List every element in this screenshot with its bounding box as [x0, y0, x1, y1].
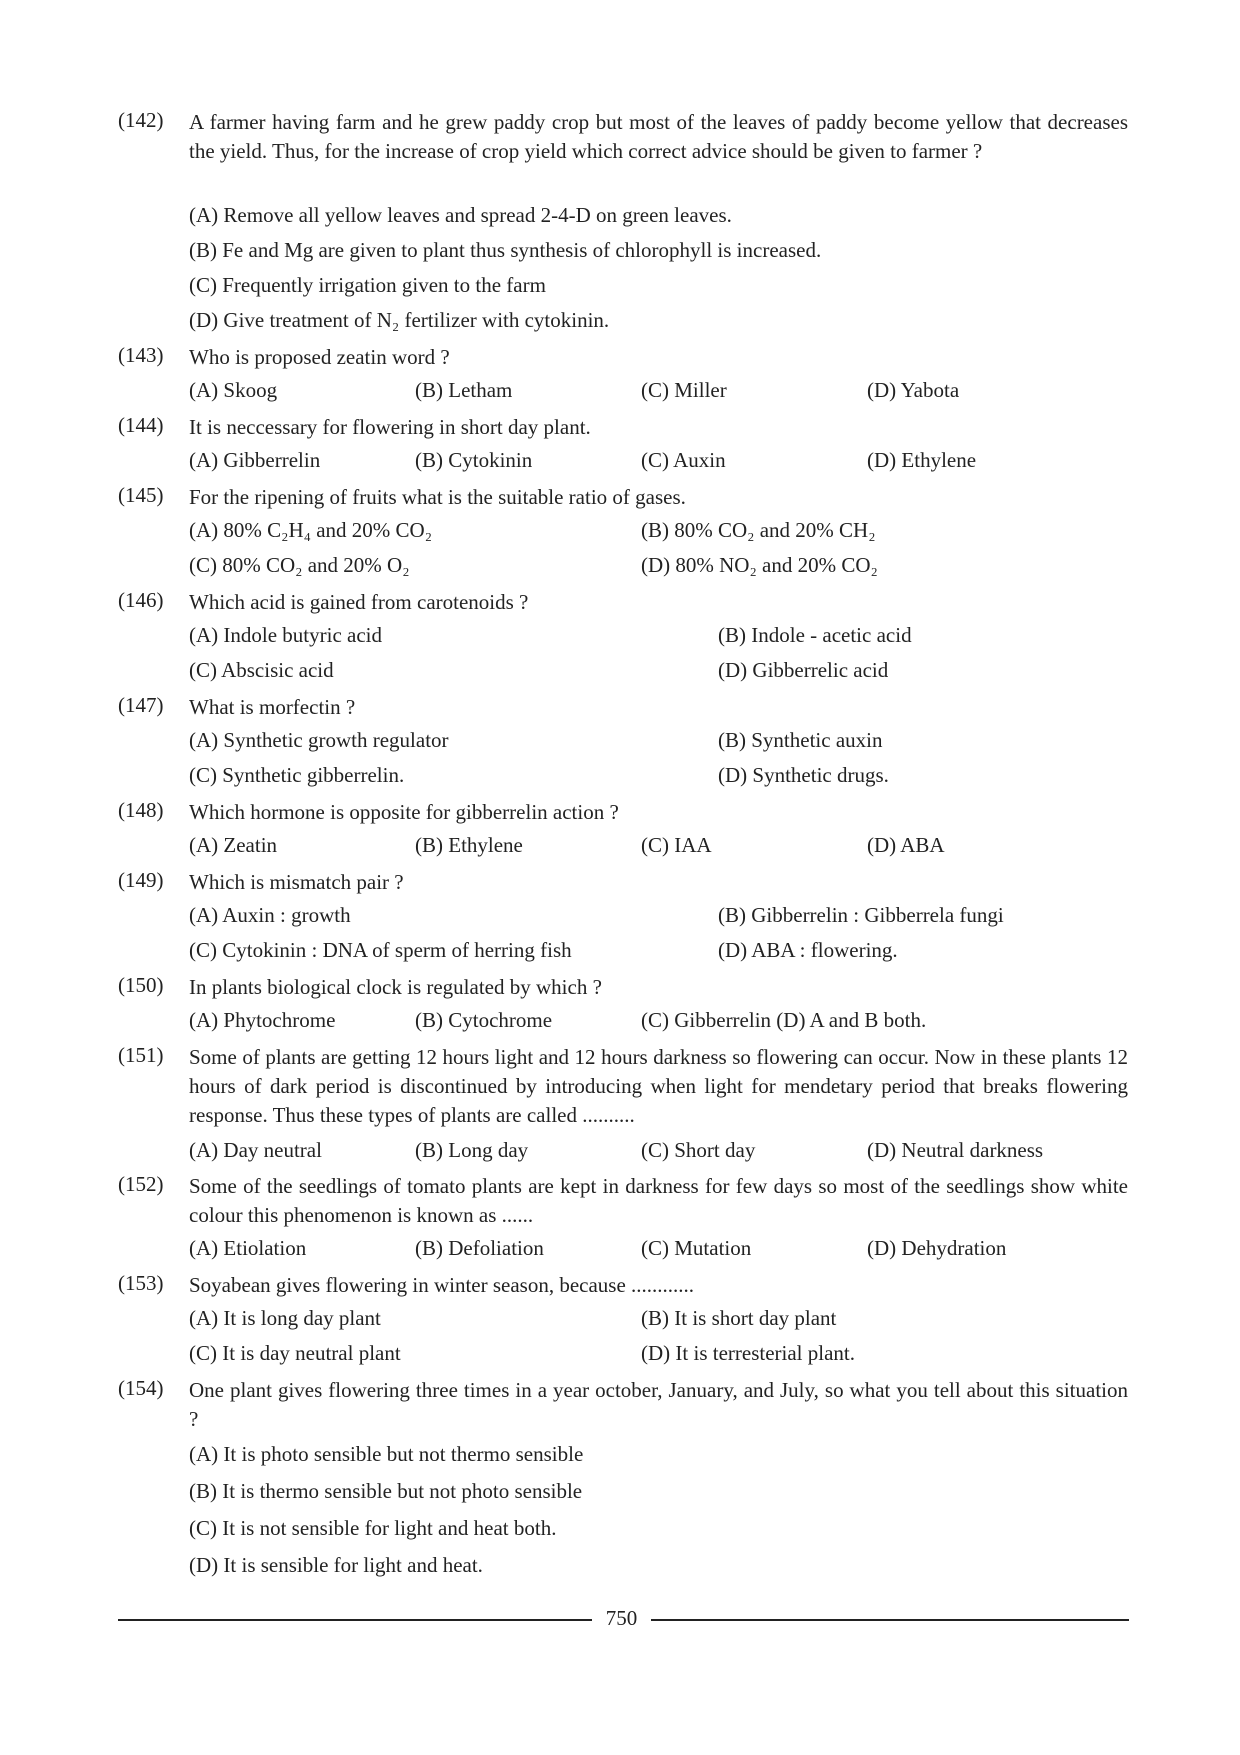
option-c: (C) IAA	[641, 833, 712, 857]
option-a: (A) Zeatin	[189, 833, 278, 857]
option-c: (C) It is day neutral plant	[189, 1341, 401, 1365]
option-d: (D) Gibberrelic acid	[718, 658, 889, 682]
option-d: (D) Yabota	[867, 378, 960, 402]
option-b: (B) Cytokinin	[415, 448, 533, 472]
footer-rule-right	[651, 1619, 1129, 1621]
option-d: (D) Neutral darkness	[867, 1138, 1044, 1162]
option-d: (D) Give treatment of N₂ fertilizer with cytokinin.	[189, 308, 610, 332]
option-b: (B) Indole - acetic acid	[718, 623, 912, 647]
question-number: (152)	[118, 1172, 164, 1196]
option-a: (A) Auxin : growth	[189, 903, 351, 927]
option-b: (B) Letham	[415, 378, 513, 402]
question-number: (148)	[118, 798, 164, 822]
option-a: (A) It is long day plant	[189, 1306, 381, 1330]
option-a: (A) Indole butyric acid	[189, 623, 383, 647]
option-c: (C) Mutation	[641, 1236, 752, 1260]
question-stem: A farmer having farm and he grew paddy crop but most of the leaves of paddy become yellow that decreases the yield. Thus, for the increase of crop yield which correct advice should be given to farmer ?	[189, 110, 1128, 163]
option-c: (C) It is not sensible for light and heat both.	[189, 1516, 557, 1540]
option-b: (B) Defoliation	[415, 1236, 544, 1260]
option-c: (C) Cytokinin : DNA of sperm of herring fish	[189, 938, 572, 962]
option-c: (C) Abscisic acid	[189, 658, 334, 682]
option-a: (A) Etiolation	[189, 1236, 307, 1260]
question-stem: Who is proposed zeatin word ?	[189, 345, 450, 369]
page-number: 750	[605, 1606, 638, 1630]
option-c: (C) Short day	[641, 1138, 756, 1162]
option-d: (D) It is sensible for light and heat.	[189, 1553, 483, 1577]
question-number: (153)	[118, 1271, 164, 1295]
question-number: (145)	[118, 483, 164, 507]
question-number: (147)	[118, 693, 164, 717]
question-stem: Which is mismatch pair ?	[189, 870, 404, 894]
question-stem: Which acid is gained from carotenoids ?	[189, 590, 529, 614]
option-a: (A) Skoog	[189, 378, 278, 402]
option-c: (C) Auxin	[641, 448, 726, 472]
question-number: (150)	[118, 973, 164, 997]
option-a: (A) It is photo sensible but not thermo sensible	[189, 1442, 584, 1466]
question-number: (149)	[118, 868, 164, 892]
question-stem: Soyabean gives flowering in winter season, because ............	[189, 1273, 695, 1297]
option-d: (D) 80% NO₂ and 20% CO₂	[641, 553, 878, 577]
option-b: (B) Gibberrelin : Gibberrela fungi	[718, 903, 1004, 927]
footer-rule-left	[118, 1619, 592, 1621]
question-stem: Some of plants are getting 12 hours light and 12 hours darkness so flowering can occur. Now in these plants 12 hours of dark period is discontinued by introducing when light for mendetary period that breaks flowering response. Thus these types of plants are called ..........	[189, 1045, 1128, 1127]
option-d: (D) ABA : flowering.	[718, 938, 898, 962]
option-b: (B) Fe and Mg are given to plant thus synthesis of chlorophyll is increased.	[189, 238, 822, 262]
option-b: (B) Ethylene	[415, 833, 523, 857]
option-a: (A) Remove all yellow leaves and spread 2-4-D on green leaves.	[189, 203, 732, 227]
option-d: (D) Synthetic drugs.	[718, 763, 889, 787]
option-d: (D) It is terresterial plant.	[641, 1341, 855, 1365]
question-number: (144)	[118, 413, 164, 437]
question-stem: Which hormone is opposite for gibberrelin action ?	[189, 800, 619, 824]
option-c: (C) Miller	[641, 378, 727, 402]
option-a: (A) Phytochrome	[189, 1008, 336, 1032]
option-b: (B) 80% CO₂ and 20% CH₂	[641, 518, 876, 542]
option-b: (B) It is short day plant	[641, 1306, 837, 1330]
option-b: (B) Synthetic auxin	[718, 728, 883, 752]
option-d: (D) ABA	[867, 833, 945, 857]
question-stem: One plant gives flowering three times in a year october, January, and July, so what you tell about this situation ?	[189, 1378, 1128, 1431]
option-d: (D) Dehydration	[867, 1236, 1007, 1260]
option-b: (B) Cytochrome	[415, 1008, 553, 1032]
option-a: (A) Synthetic growth regulator	[189, 728, 449, 752]
question-stem: For the ripening of fruits what is the suitable ratio of gases.	[189, 485, 686, 509]
question-number: (151)	[118, 1043, 164, 1067]
question-stem: Some of the seedlings of tomato plants are kept in darkness for few days so most of the seedlings show white colour this phenomenon is known as ......	[189, 1174, 1128, 1227]
option-a: (A) 80% C₂H₄ and 20% CO₂	[189, 518, 433, 542]
question-number: (142)	[118, 108, 164, 132]
option-b: (B) Long day	[415, 1138, 529, 1162]
question-stem: What is morfectin ?	[189, 695, 356, 719]
option-c: (C) Synthetic gibberrelin.	[189, 763, 405, 787]
question-number: (154)	[118, 1376, 164, 1400]
option-d: (D) Ethylene	[867, 448, 977, 472]
question-number: (146)	[118, 588, 164, 612]
question-stem: In plants biological clock is regulated by which ?	[189, 975, 602, 999]
option-c-d: (C) Gibberrelin (D) A and B both.	[641, 1008, 927, 1032]
option-a: (A) Day neutral	[189, 1138, 322, 1162]
option-c: (C) Frequently irrigation given to the farm	[189, 273, 546, 297]
question-number: (143)	[118, 343, 164, 367]
option-c: (C) 80% CO₂ and 20% O₂	[189, 553, 410, 577]
question-stem: It is neccessary for flowering in short day plant.	[189, 415, 591, 439]
option-a: (A) Gibberrelin	[189, 448, 321, 472]
option-b: (B) It is thermo sensible but not photo sensible	[189, 1479, 583, 1503]
